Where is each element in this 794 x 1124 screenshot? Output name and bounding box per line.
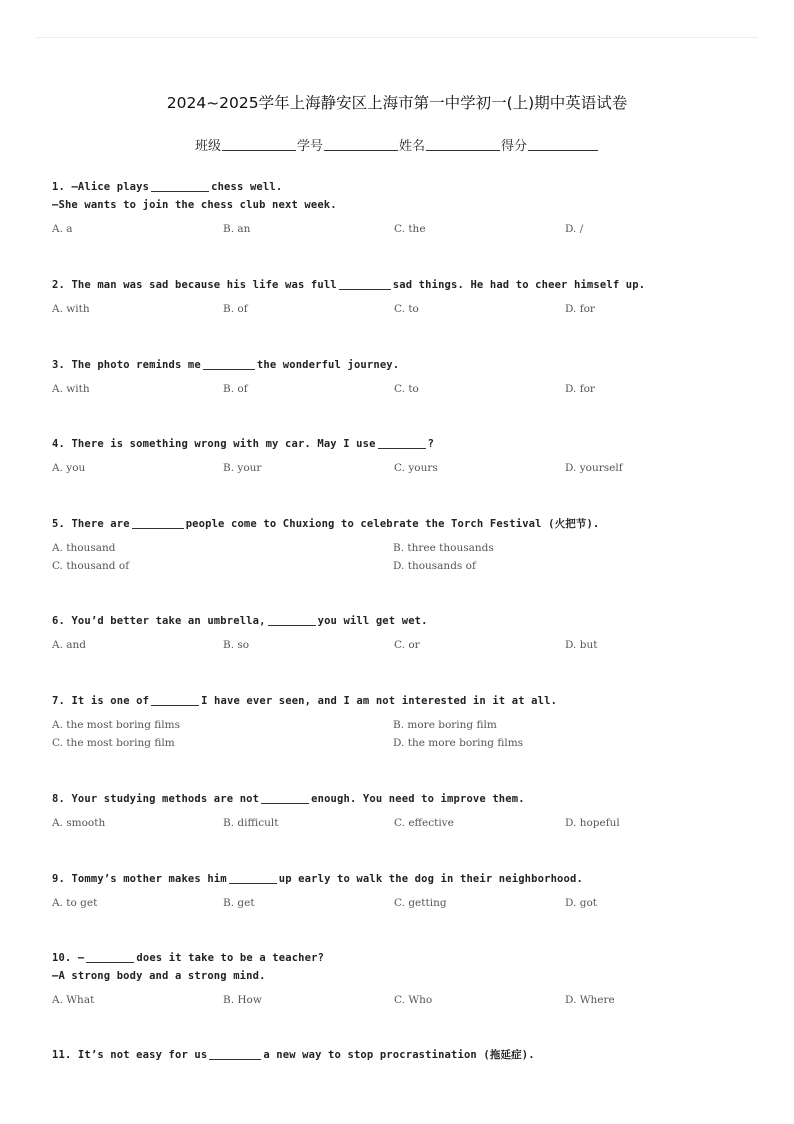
answer-blank[interactable] [209,1048,261,1060]
option-a[interactable]: A. to get [52,897,98,909]
answer-blank[interactable] [86,951,134,963]
number-field[interactable] [297,135,399,154]
question-stem: 3. The photo reminds me the wonderful journey. [52,359,400,371]
option-a[interactable]: A. a [52,223,73,235]
option-d[interactable]: D. the more boring films [393,737,524,749]
question-stem: 2. The man was sad because his life was full sad things. He had to cheer himself up. [52,279,646,291]
question-stem: 9. Tommy’s mother makes him up early to walk the dog in their neighborhood. [52,873,583,885]
option-d[interactable]: D. for [565,383,595,395]
question-stem: 10. — does it take to be a teacher? [52,952,325,964]
option-c[interactable]: C. thousand of [52,560,130,572]
option-a[interactable]: A. What [52,994,95,1006]
option-d[interactable]: D. thousands of [393,560,476,572]
question-6 [52,612,754,654]
options [52,300,754,318]
option-d[interactable]: D. hopeful [565,817,620,829]
option-b[interactable]: B. your [223,462,262,474]
answer-blank[interactable] [151,694,199,706]
class-label: 班级 [194,139,221,154]
options [52,894,754,912]
option-b[interactable]: B. so [223,639,250,651]
class-field[interactable] [195,135,297,154]
answer-blank[interactable] [268,614,316,626]
question-5 [52,515,754,575]
answer-blank[interactable] [203,358,255,370]
question-9 [52,870,754,912]
option-d[interactable]: D. yourself [565,462,623,474]
question-stem: 5. There are people come to Chuxiong to celebrate the Torch Festival (火把节). [52,518,600,530]
name-field[interactable] [399,135,501,154]
option-d[interactable]: D. Where [565,994,615,1006]
answer-blank[interactable] [132,517,184,529]
option-c[interactable]: C. to [394,383,419,395]
option-c[interactable]: C. to [394,303,419,315]
question-stem: 8. Your studying methods are not enough. You need to improve them. [52,793,525,805]
option-b[interactable]: B. of [223,303,248,315]
question-stem: 1. —Alice plays chess well. [52,181,283,193]
question-stem: 7. It is one of I have ever seen, and I am not interested in it at all. [52,695,558,707]
option-b[interactable]: B. of [223,383,248,395]
options [52,991,754,1009]
option-c[interactable]: C. the most boring film [52,737,175,749]
name-label: 姓名 [399,139,426,154]
option-c[interactable]: C. Who [394,994,433,1006]
question-2 [52,276,754,318]
exam-title: 2024~2025学年上海静安区上海市第一中学初一(上)期中英语试卷 [166,94,628,112]
option-b[interactable]: B. difficult [223,817,279,829]
class-blank[interactable] [222,149,296,151]
option-a[interactable]: A. smooth [52,817,106,829]
score-blank[interactable] [528,149,598,151]
question-3 [52,356,754,398]
options [52,814,754,832]
score-field[interactable] [501,135,599,154]
options [52,459,754,477]
answer-blank[interactable] [339,278,391,290]
question-11 [52,1046,754,1064]
option-d[interactable]: D. for [565,303,595,315]
options [52,380,754,398]
options [52,539,754,575]
question-stem: 4. There is something wrong with my car. May I use ? [52,438,435,450]
question-7 [52,692,754,752]
name-blank[interactable] [426,149,500,151]
option-c[interactable]: C. effective [394,817,454,829]
question-stem-line2: —She wants to join the chess club next week. [52,199,337,211]
option-b[interactable]: B. more boring film [393,719,497,731]
option-a[interactable]: A. the most boring films [52,719,180,731]
question-stem-line2: —A strong body and a strong mind. [52,970,266,982]
score-label: 得分 [501,139,528,154]
options [52,716,754,752]
answer-blank[interactable] [151,180,209,192]
option-b[interactable]: B. get [223,897,255,909]
option-d[interactable]: D. but [565,639,598,651]
answer-blank[interactable] [229,872,277,884]
option-a[interactable]: A. with [52,303,90,315]
number-label: 学号 [296,139,323,154]
option-a[interactable]: A. and [52,639,87,651]
option-a[interactable]: A. with [52,383,90,395]
option-b[interactable]: B. How [223,994,262,1006]
answer-blank[interactable] [261,792,309,804]
number-blank[interactable] [324,149,398,151]
option-c[interactable]: C. or [394,639,420,651]
option-c[interactable]: C. yours [394,462,438,474]
question-10 [52,949,754,1009]
header-rule [36,37,758,38]
option-a[interactable]: A. thousand [52,542,116,554]
option-a[interactable]: A. you [52,462,86,474]
question-stem: 11. It’s not easy for us a new way to stop procrastination (拖延症). [52,1049,535,1061]
question-4 [52,435,754,477]
question-8 [52,790,754,832]
option-d[interactable]: D. / [565,223,584,235]
option-c[interactable]: C. the [394,223,426,235]
question-stem: 6. You’d better take an umbrella, you will get wet. [52,615,428,627]
answer-blank[interactable] [378,437,426,449]
question-1 [52,178,754,238]
options [52,636,754,654]
option-b[interactable]: B. an [223,223,251,235]
option-c[interactable]: C. getting [394,897,447,909]
options [52,220,754,238]
option-d[interactable]: D. got [565,897,597,909]
student-info-row [0,135,794,154]
option-b[interactable]: B. three thousands [393,542,494,554]
